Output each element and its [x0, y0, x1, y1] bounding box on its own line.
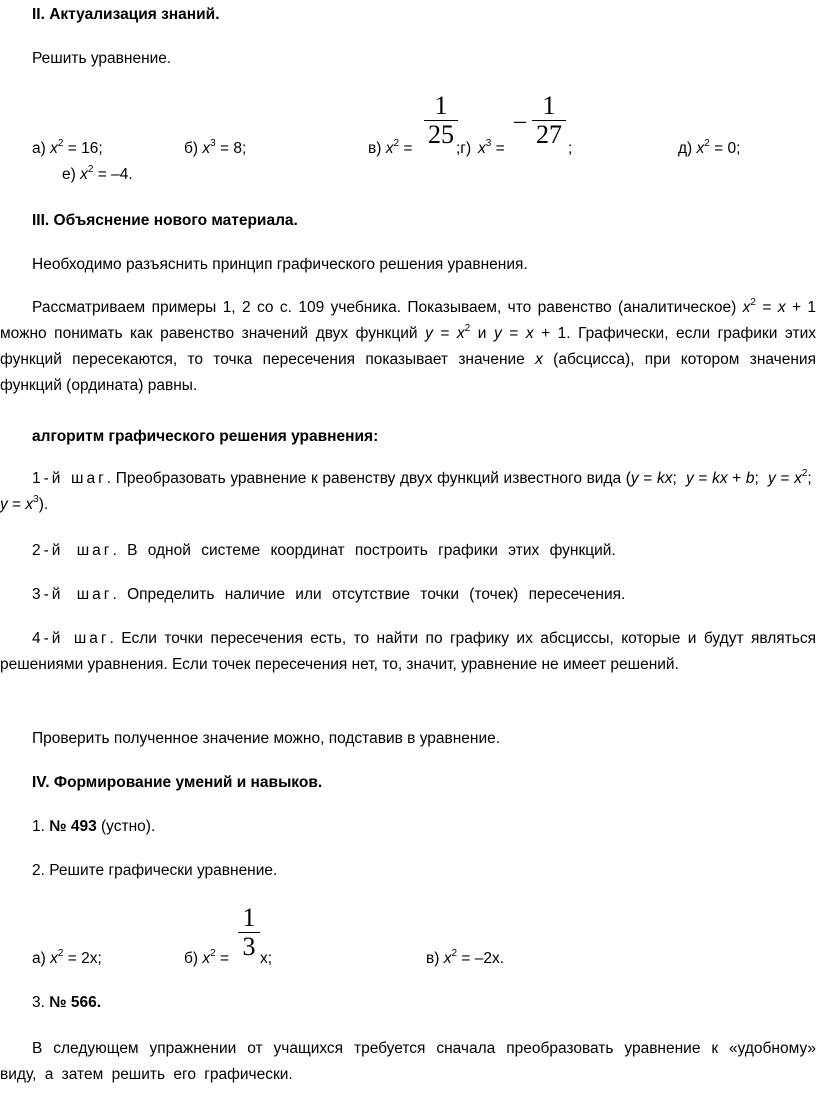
eq-e: е) $x^2 = -4$. [62, 163, 133, 183]
ex-b: б) $x^2$ = [184, 947, 230, 967]
eq-v-after: ;г) [456, 140, 472, 157]
step-3: 3-й шаг. Определить наличие или отсутствие точки (точек) пересечения. [32, 586, 626, 603]
section-heading-4: IV. Формирование умений и навыков. [32, 774, 323, 791]
eq-g: $x^3$ = [478, 137, 505, 157]
eq-b: б) $x^3 = 8$; [184, 137, 247, 157]
fraction-1-3: $\frac{1}{3}$ [238, 904, 260, 961]
exercise-1: 1. № 493 (устно). [32, 818, 156, 835]
exercise-2: 2. Решите графически уравнение. [32, 862, 278, 879]
final-paragraph: В следующем упражнении от учащихся требуется сначала преобразовать уравнение к «удобному» виду, а затем решить его графически. [0, 1040, 816, 1083]
ex-a: а) $x^2 = 2x$; [32, 947, 102, 967]
eq-v: в) $x^2$ = [368, 137, 413, 157]
algorithm-title: алгоритм графического решения уравнения: [32, 428, 379, 445]
section-heading-3: III. Объяснение нового материала. [32, 212, 298, 229]
eq-d: д) $x^2 = 0$; [678, 137, 741, 157]
section-heading-2: II. Актуализация знаний. [32, 6, 220, 23]
eq-a: а) $x^2 = 16$; [32, 137, 103, 157]
task-text: Решить уравнение. [32, 50, 172, 67]
step-4: 4-й шаг. Если точки пересечения есть, то найти по графику их абсциссы, которые и будут являться решениями уравнения. Если точек пересечения нет, то, значит, уравнение не имеет решений. [0, 630, 816, 673]
step-2: 2-й шаг. В одной системе координат построить графики этих функций. [32, 542, 616, 559]
exercise-3: 3. № 566. [32, 994, 102, 1011]
ex-v: в) $x^2 = -2x$. [426, 947, 504, 967]
intro-text: Необходимо разъяснить принцип графического решения уравнения. [32, 256, 528, 273]
minus-sign: – [514, 108, 526, 134]
explanation-paragraph: Рассматриваем примеры 1, 2 со с. 109 учебника. Показываем, что равенство (аналитическое) $x^2 = x + 1$ можно понимать как равенство значений двух функций $y = x^2$ и y = x + 1. Графически, если графики этих функций пересекаются, то точка пересечения показывает значение x (абсцисса), при котором значения функций (ордината) равны. [0, 296, 816, 394]
eq-g-after: ; [568, 140, 573, 157]
ex-b-after: x; [260, 950, 273, 967]
fraction-1-25: $\frac{1}{25}$ [424, 92, 458, 149]
step-1: 1-й шаг. Преобразовать уравнение к равенству двух функций известного вида (y = kx; y = kx + b; $y = x^2$; $y = x^3$). [0, 467, 816, 513]
check-text: Проверить полученное значение можно, подставив в уравнение. [32, 730, 501, 747]
fraction-1-27: $\frac{1}{27}$ [532, 92, 566, 149]
